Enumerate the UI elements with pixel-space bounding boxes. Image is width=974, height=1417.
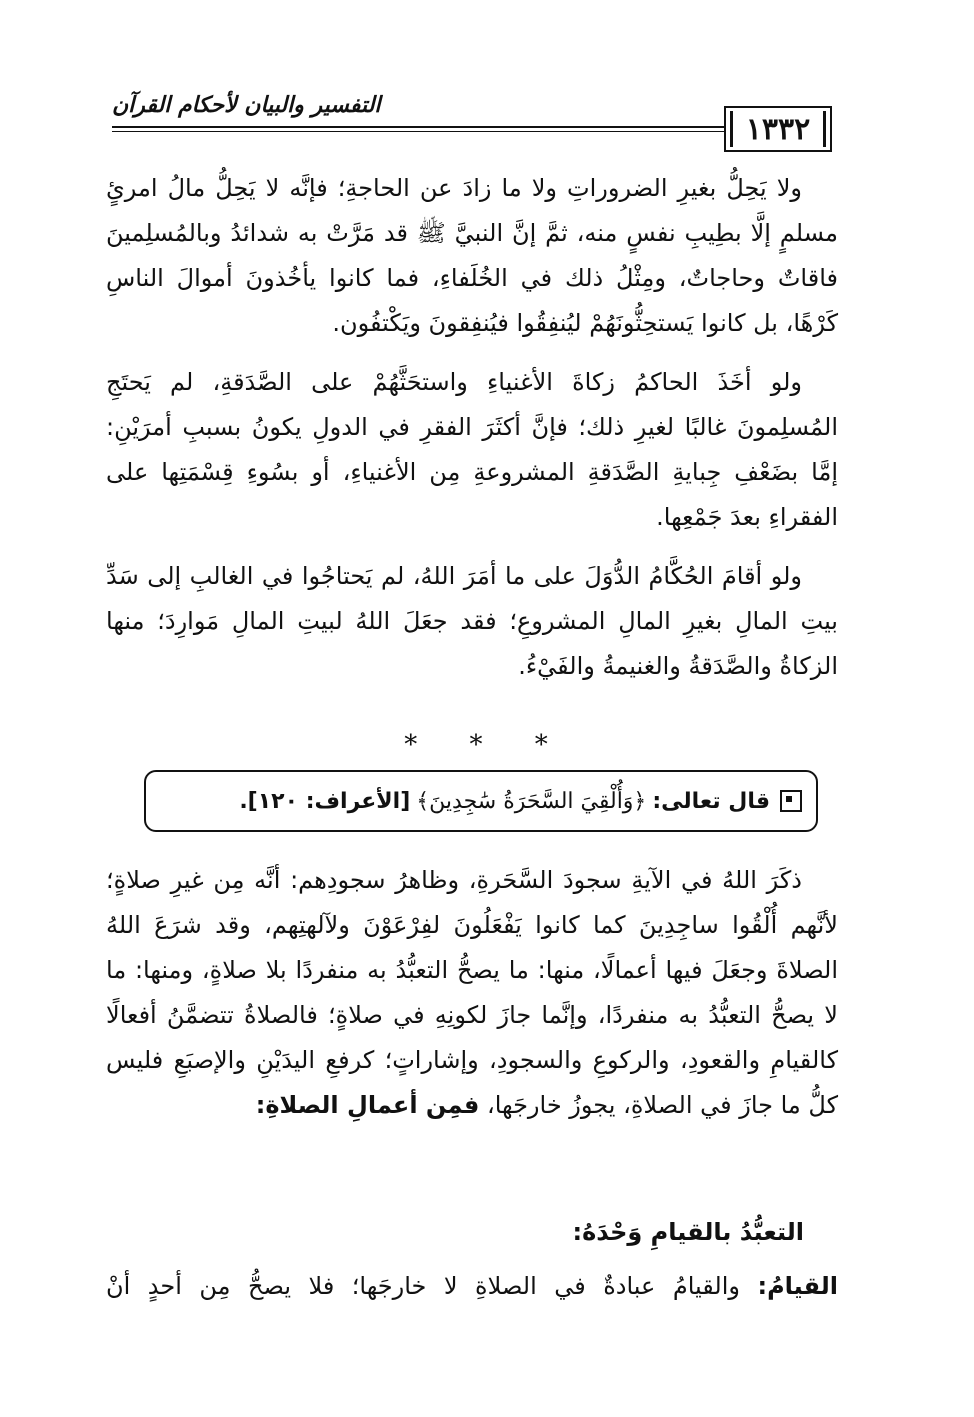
paragraph	[106, 858, 838, 1128]
paragraph-bold-tail: فمِن أعمالِ الصلاةِ:	[255, 1091, 480, 1119]
last-line	[106, 1264, 838, 1309]
sub-heading: التعبُّدُ بالقيامِ وَحْدَهُ:	[572, 1218, 804, 1246]
book-title: التفسير والبيان لأحكام القرآن	[112, 92, 720, 126]
paragraph: ولو أخَذَ الحاكمُ زكاةَ الأغنياءِ واستحَثَّهُمْ على الصَّدَقةِ، لم يَحتَجِ المُسلِمونَ غالبًا لغيرِ ذلك؛ فإنَّ أكثَرَ الفقرِ في الدولِ يكونُ بسببِ أمرَيْنِ: إمَّا بضَعْفِ جِبايةِ الصَّدَقةِ المشروعةِ مِن الأغنياءِ، أو بسُوءِ قِسْمَتِها على الفقراءِ بعدَ جَمْعِها.	[106, 368, 838, 531]
section-separator: * * *	[404, 730, 570, 760]
paragraph-block-mid	[106, 858, 838, 1128]
paragraph-block-top	[106, 166, 838, 689]
ayah-intro: قال تعالى:	[652, 788, 770, 814]
ayah-reference: [الأعراف: ١٢٠].	[239, 788, 411, 814]
page-number: ١٣٣٢	[724, 106, 832, 152]
page-header	[112, 92, 832, 156]
paragraph-text: ذكَرَ اللهُ في الآيةِ سجودَ السَّحَرةِ، وظاهرُ سجودِهم: أنَّه مِن غيرِ صلاةٍ؛ لأنَّهم أُلْقُوا ساجِدِينَ كما كانوا يَفْعَلُونَ لفِرْعَوْنَ ولآلهتِهم، وقد شرَعَ اللهُ الصلاةَ وجعَلَ فيها أعمالًا، منها: ما يصحُّ التعبُّدُ به منفردًا بلا صلاةٍ، ومنها: ما لا يصحُّ التعبُّدُ به منفردًا، وإنَّما جازَ لكونِهِ في صلاةٍ؛ فالصلاةُ تتضمَّنُ أفعالًا كالقيامِ والقعودِ، والركوعِ والسجودِ، وإشاراتٍ؛ كرفعِ اليدَيْنِ والإصبَعِ فليس كلُّ ما جازَ في الصلاةِ، يجوزُ خارجَها،	[106, 866, 838, 1119]
paragraph: ولا يَحِلُّ بغيرِ الضروراتِ ولا ما زادَ عن الحاجةِ؛ فإنَّه لا يَحِلُّ مالُ امرئٍ مسلمٍ إلَّا بطِيبِ نفسٍ منه، ثمَّ إنَّ النبيَّ ﷺ قد مَرَّتْ به شدائدُ وبالمُسلِمينَ فاقاتٌ وحاجاتٌ، ومِثْلُ ذلك في الخُلَفاءِ، فما كانوا يأخُذونَ أموالَ الناسِ كَرْهًا، بل كانوا يَستحِثُّونَهُمْ ليُنفِقُوا فيُنفِقونَ ويَكْتفُون.	[106, 174, 838, 337]
last-line-text: والقيامُ عبادةٌ في الصلاةِ لا خارجَها؛ فلا يصحُّ مِن أحدٍ أنْ	[106, 1272, 740, 1300]
ayah-box	[144, 770, 818, 832]
ornament-icon	[780, 790, 802, 812]
paragraph: ولو أقامَ الحُكَّامُ الدُّوَلَ على ما أمَرَ اللهُ، لم يَحتاجُوا في الغالبِ إلى سَدِّ بيتِ المالِ بغيرِ المالِ المشروعِ؛ فقد جعَلَ اللهُ لبيتِ المالِ مَوارِدَ؛ منها الزكاةُ والصَّدَقةُ والغنيمةُ والفَيْءُ.	[106, 562, 838, 680]
ayah-verse: ﴿وَأُلْقِيَ السَّحَرَةُ سَٰجِدِينَ﴾	[416, 788, 647, 814]
last-line-lead: القيامُ:	[757, 1272, 838, 1300]
